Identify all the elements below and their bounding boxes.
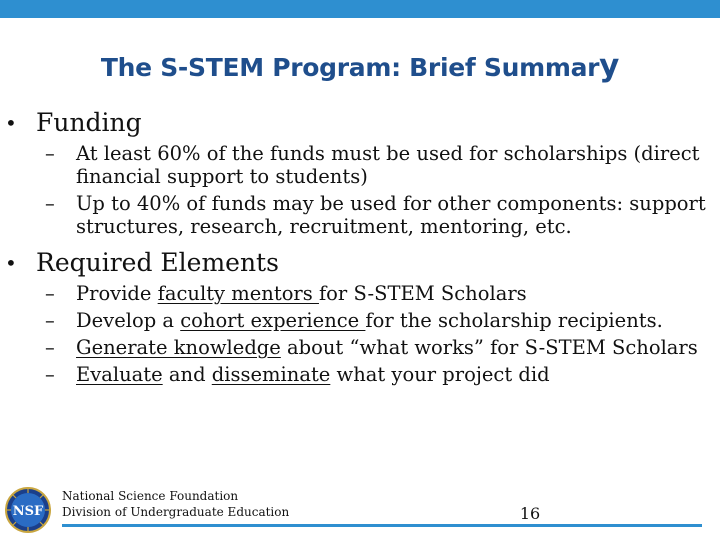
- subbullet-text: for the scholarship recipients.: [365, 309, 663, 332]
- subbullet-text: and: [162, 363, 212, 386]
- subbullet-item: [45, 142, 716, 188]
- subbullet-list: [36, 282, 716, 386]
- subbullet-text: Develop a: [76, 309, 181, 332]
- emphasis-text: faculty mentors: [157, 282, 319, 305]
- subbullet-item: [45, 363, 716, 386]
- bullet-funding: [5, 106, 716, 238]
- subbullet-list: [36, 142, 716, 238]
- subbullet-text: At least 60% of the funds must be used for scholarships (direct financial support to students): [76, 142, 700, 188]
- emphasis-text: disseminate: [211, 363, 331, 386]
- dash-marker: –: [45, 192, 55, 215]
- slide-title: [0, 48, 720, 84]
- dash-marker: –: [45, 336, 55, 359]
- dash-marker: –: [45, 363, 55, 386]
- dash-marker: –: [45, 142, 55, 165]
- bullet-marker: •: [5, 111, 17, 135]
- footer-org-line1: National Science Foundation: [62, 489, 239, 503]
- bullet-label: Funding: [36, 108, 142, 137]
- logo-text: NSF: [12, 504, 44, 519]
- slide-title-main: The S-STEM Program: Brief Summar: [100, 53, 600, 82]
- subbullet-item: [45, 309, 716, 332]
- nsf-logo-icon: [4, 486, 52, 534]
- slide-body: [5, 106, 716, 386]
- footer-rule: [62, 524, 702, 527]
- subbullet-item: [45, 282, 716, 305]
- subbullet-item: [45, 336, 716, 359]
- subbullet-text: Up to 40% of funds may be used for other components: support structures, research, recruitment, mentoring, etc.: [76, 192, 706, 238]
- bullet-marker: •: [5, 251, 17, 275]
- top-accent-bar: [0, 0, 720, 18]
- slide-title-tail: y: [599, 48, 620, 84]
- bullet-required-elements: [5, 246, 716, 386]
- subbullet-item: [45, 192, 716, 238]
- subbullet-text: for S-STEM Scholars: [318, 282, 527, 305]
- slide-footer: [0, 478, 720, 540]
- subbullet-text: Provide: [76, 282, 158, 305]
- bullet-label: Required Elements: [36, 248, 279, 277]
- dash-marker: –: [45, 282, 55, 305]
- dash-marker: –: [45, 309, 55, 332]
- page-number: 16: [519, 504, 541, 523]
- subbullet-text: what your project did: [330, 363, 550, 386]
- emphasis-text: Evaluate: [76, 363, 163, 386]
- subbullet-text: about “what works” for S-STEM Scholars: [280, 336, 698, 359]
- footer-org-line2: Division of Undergraduate Education: [62, 505, 290, 519]
- footer-org: [62, 488, 289, 520]
- emphasis-text: Generate knowledge: [76, 336, 281, 359]
- emphasis-text: cohort experience: [180, 309, 366, 332]
